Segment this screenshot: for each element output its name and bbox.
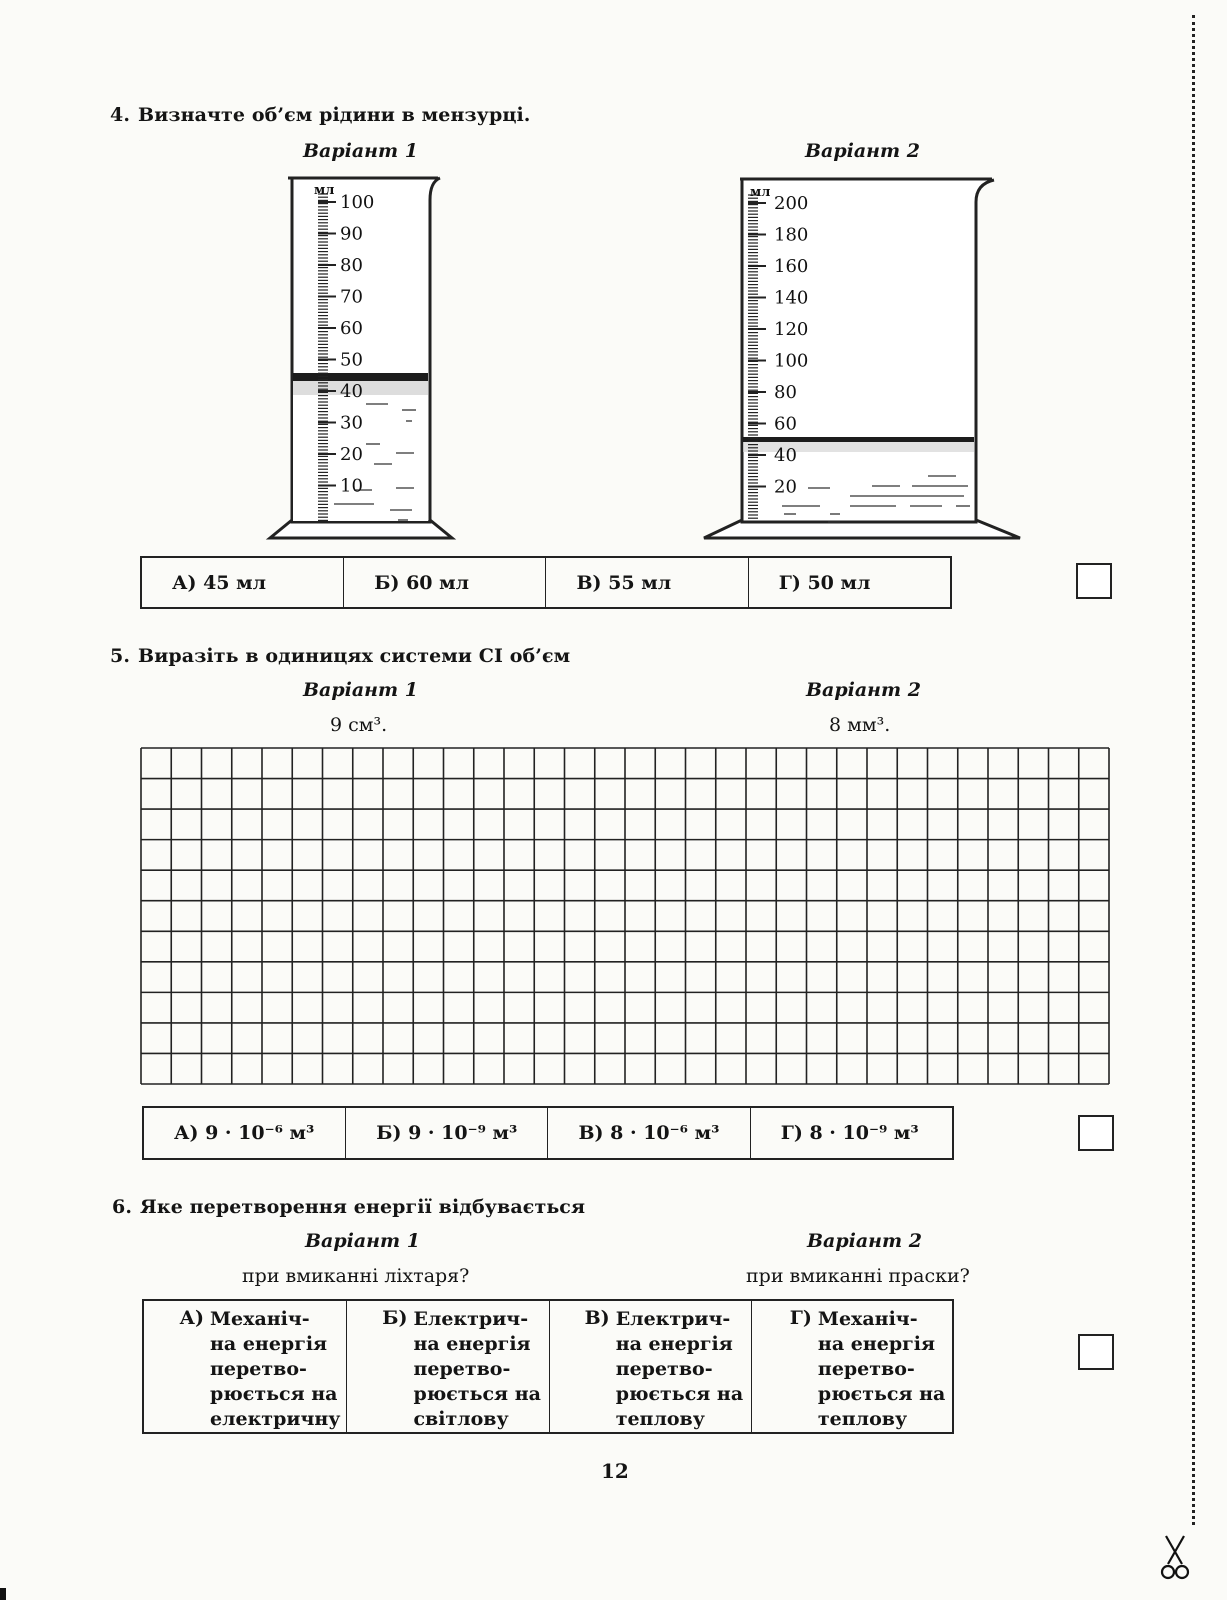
cyl2-tick-label: 20 [774,476,797,498]
q6-text: Яке перетворення енергії відбувається [140,1196,586,1218]
q6-option-a[interactable] [143,1300,347,1433]
q6-d-line: на енергія [817,1333,936,1355]
answer-grid[interactable] [140,747,1112,1087]
q6-title [112,1196,585,1218]
q6-number: 6. [112,1196,133,1218]
q5-option-c[interactable]: В) 8 · 10⁻⁶ м³ [548,1107,750,1159]
cyl1-tick-label: 20 [340,444,363,465]
q6-value1: при вмиканні ліхтаря? [242,1265,470,1287]
measuring-cylinder-1 [262,170,462,545]
cyl1-tick-label: 10 [340,475,363,497]
cyl2-tick-label: 120 [774,319,809,340]
q5-value2: 8 мм³. [829,714,891,736]
q6-option-d[interactable] [751,1300,953,1433]
cyl1-tick-label: 60 [340,318,363,339]
q6-b-line: рюється на [413,1383,541,1405]
q6-options [142,1299,954,1434]
q6-d-line: перетво- [817,1358,915,1380]
q6-b-line: Електрич- [413,1308,529,1330]
q6-d-line: рюється на [817,1383,946,1405]
q6-c-line: на енергія [615,1333,733,1355]
measuring-cylinder-2 [700,172,1025,544]
cyl2-tick-label: 180 [774,224,809,246]
cyl2-tick-label: 80 [774,382,797,403]
q6-c-line: рюється на [615,1383,744,1405]
cyl1-tick-label: 50 [340,349,363,371]
q5-variant1-label: Варіант 1 [303,679,418,701]
cyl2-tick-label: 140 [774,287,809,309]
q6-a-line: Механіч- [210,1308,310,1330]
q5-number: 5. [110,645,131,667]
q4-options [140,556,952,609]
cyl2-tick-label: 60 [774,413,797,435]
q6-option-a-letter: А) [179,1307,204,1329]
q6-c-line: Електрич- [615,1308,731,1330]
q6-option-b[interactable] [347,1300,549,1433]
q5-variant2-label: Варіант 2 [806,679,921,701]
q6-c-line: перетво- [615,1358,713,1380]
q6-option-b-letter: Б) [382,1307,408,1329]
cut-line [1192,15,1195,1525]
q4-title [110,104,531,126]
cyl1-tick-label: 70 [340,286,363,308]
cyl1-tick-label: 100 [340,192,375,213]
cyl1-tick-label: 30 [340,412,363,434]
q5-text: Виразіть в одиницях системи СІ об’єм [138,645,571,667]
q4-answer-box[interactable] [1076,563,1112,599]
cyl1-tick-label: 40 [340,381,363,402]
cyl1-tick-label: 80 [340,255,363,276]
q6-variant2-label: Варіант 2 [807,1230,922,1252]
edge-mark [0,1588,6,1600]
q4-text: Визначте об’єм рідини в мензурці. [138,104,531,126]
q6-option-d-letter: Г) [789,1307,812,1329]
cyl2-tick-label: 160 [774,256,809,277]
page-number: 12 [601,1459,629,1483]
q6-a-line: на енергія [210,1333,328,1355]
q5-answer-box[interactable] [1078,1115,1114,1151]
q6-d-line: Механіч- [817,1308,918,1330]
q5-title [110,645,570,667]
q6-option-c-letter: В) [584,1307,610,1329]
q4-option-d[interactable]: Г) 50 мл [748,557,951,608]
q5-option-b[interactable]: Б) 9 · 10⁻⁹ м³ [346,1107,548,1159]
q6-c-line: теплову [615,1408,705,1430]
q6-a-line: рюється на [210,1383,338,1405]
q4-option-b[interactable]: Б) 60 мл [344,557,546,608]
cyl2-tick-label: 200 [774,193,809,214]
q6-b-line: на енергія [413,1333,531,1355]
q4-number: 4. [110,104,131,126]
cyl1-tick-label: 90 [340,223,363,245]
scissors-icon [1160,1534,1190,1584]
cyl1-unit: мл [314,183,335,198]
q5-option-d[interactable]: Г) 8 · 10⁻⁹ м³ [750,1107,953,1159]
q6-d-line: теплову [817,1408,908,1430]
cyl2-unit: мл [750,185,771,200]
q6-option-c[interactable] [549,1300,751,1433]
q6-value2: при вмиканні праски? [746,1265,970,1287]
cyl2-tick-label: 100 [774,350,809,372]
q6-a-line: електричну [210,1408,341,1430]
q6-b-line: перетво- [413,1358,511,1380]
q6-variant1-label: Варіант 1 [305,1230,420,1252]
q5-value1: 9 см³. [330,714,388,736]
q6-b-line: світлову [413,1408,509,1430]
q6-a-line: перетво- [210,1358,307,1380]
q5-option-a[interactable]: А) 9 · 10⁻⁶ м³ [143,1107,346,1159]
q4-variant1-label: Варіант 1 [303,140,418,162]
q5-options [142,1106,954,1160]
q4-variant2-label: Варіант 2 [805,140,920,162]
cyl2-tick-label: 40 [774,445,797,466]
q4-option-c[interactable]: В) 55 мл [546,557,748,608]
q6-answer-box[interactable] [1078,1334,1114,1370]
q4-option-a[interactable]: А) 45 мл [141,557,344,608]
